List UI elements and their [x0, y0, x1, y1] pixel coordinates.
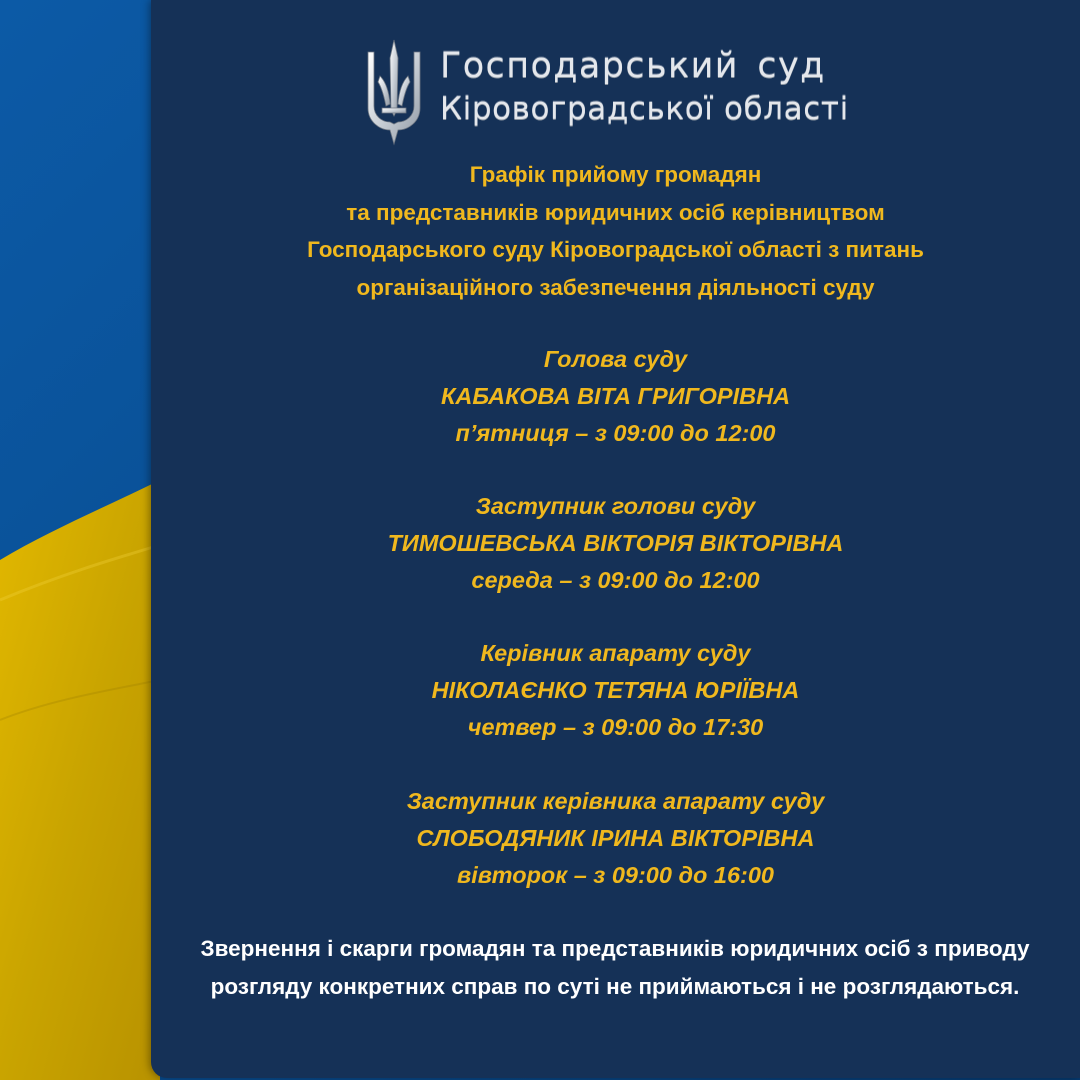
- notice-line: Звернення і скарги громадян та представників юридичних осіб з: [200, 936, 928, 961]
- official-schedule: вівторок – з 09:00 до 16:00: [457, 862, 774, 888]
- official-block-chief-of-staff: [151, 635, 1080, 746]
- court-logo: [362, 36, 849, 148]
- heading-line: та представників юридичних осіб керівництвом: [346, 199, 885, 225]
- official-position: Заступник керівника апарату суду: [406, 788, 825, 814]
- official-name: ТИМОШЕВСЬКА ВІКТОРІЯ ВІКТОРІВНА: [387, 530, 844, 556]
- official-name: КАБАКОВА ВІТА ГРИГОРІВНА: [440, 383, 791, 409]
- schedule-heading: [151, 156, 1080, 306]
- official-schedule: четвер – з 09:00 до 17:30: [467, 714, 764, 740]
- notice-line: приводу розгляду конкретних справ по суті не приймаються і не: [210, 936, 1030, 999]
- official-position: Керівник апарату суду: [480, 640, 751, 666]
- official-block-deputy-head: [151, 488, 1080, 599]
- heading-line: організаційного забезпечення діяльності суду: [356, 274, 875, 300]
- official-schedule: п’ятниця – з 09:00 до 12:00: [455, 420, 776, 446]
- official-name: НІКОЛАЄНКО ТЕТЯНА ЮРІЇВНА: [431, 677, 800, 703]
- official-position: Голова суду: [543, 346, 688, 372]
- trident-icon: [362, 36, 426, 148]
- official-name: СЛОБОДЯНИК ІРИНА ВІКТОРІВНА: [416, 825, 815, 851]
- logo-title: Господарський суд: [440, 46, 826, 86]
- official-position: Заступник голови суду: [475, 493, 756, 519]
- heading-line: Господарського суду Кіровоградської області з питань: [307, 237, 924, 262]
- official-block-court-head: [151, 341, 1080, 452]
- heading-line: Графік прийому громадян: [469, 162, 762, 187]
- logo-subtitle: Кіровоградської області: [440, 91, 849, 127]
- official-schedule: середа – з 09:00 до 12:00: [471, 567, 760, 593]
- official-block-deputy-chief-of-staff: [151, 783, 1080, 894]
- notice-line: розглядаються.: [842, 973, 1020, 999]
- notice-text: [190, 930, 1040, 1005]
